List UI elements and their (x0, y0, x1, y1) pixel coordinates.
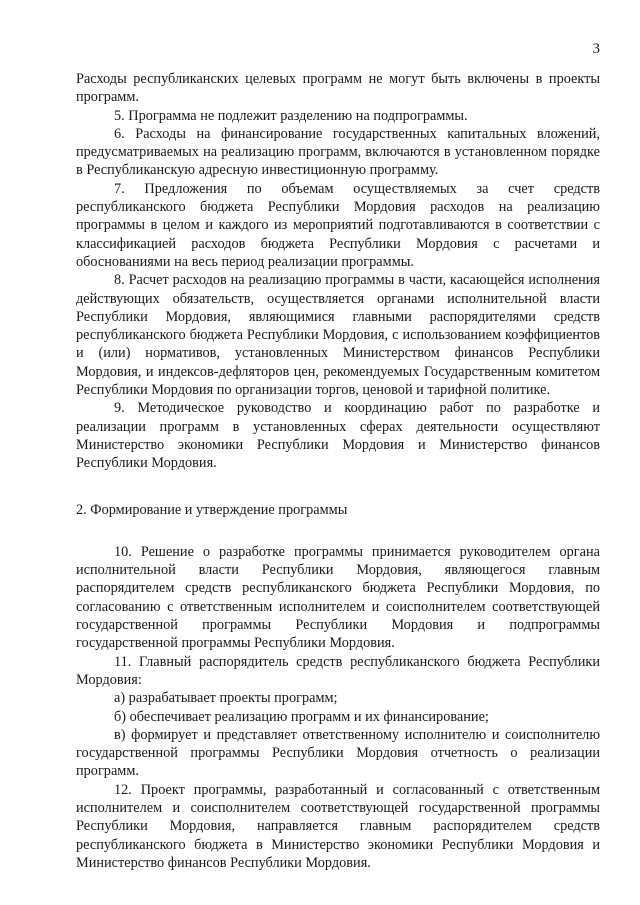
section-heading: 2. Формирование и утверждение программы (76, 501, 348, 518)
paragraph-9: 9. Методическое руководство и координацию работ по разработке и реализации программ в установленных сферах деятельности осуществляют Министерство экономики Республики Мордовия и Министерство финансов Республики Мордовия. (76, 400, 600, 472)
paragraph-6: 6. Расходы на финансирование государственных капитальных вложений, предусматриваемых на реализацию программ, включаются в установленном порядке в Республиканскую адресную инвестиционную программу. (76, 125, 600, 179)
paragraph-11-b: б) обеспечивает реализацию программ и их финансирование; (114, 708, 489, 725)
paragraph-11: 11. Главный распорядитель средств республиканского бюджета Республики Мордовия: (76, 653, 600, 688)
paragraph-10: 10. Решение о разработке программы принимается руководителем органа исполнительной власти Республики Мордовия, являющегося главным распорядителем средств республиканского бюджета Республики Мордовия, по согласованию с ответственным исполнителем и соисполнителем соответствующей государственной программы Республики Мордовия и подпрограммы государственной программы Республики Мордовия. (76, 543, 600, 652)
paragraph-5: 5. Программа не подлежит разделению на подпрограммы. (114, 107, 468, 124)
paragraph-11-a: а) разрабатывает проекты программ; (114, 690, 338, 707)
page-number: 3 (592, 41, 600, 57)
paragraph-programs-expenses: Расходы республиканских целевых программ не могут быть включены в проекты программ. (76, 71, 600, 106)
document-body (76, 70, 600, 872)
paragraph-7: 7. Предложения по объемам осуществляемых за счет средств республиканского бюджета Республики Мордовия расходов на реализацию программы в целом и каждого из мероприятий подготавливаются в соответствии с классификацией расходов бюджета Республики Мордовия с расчетами и обоснованиями на весь период реализации программы. (76, 180, 600, 270)
paragraph-12: 12. Проект программы, разработанный и согласованный с ответственным исполнителем и соисполнителем соответствующей государственной программы Республики Мордовия, направляется главным распорядителем средств республиканского бюджета в Министерство экономики Республики Мордовия и Министерство финансов Республики Мордовия. (76, 781, 600, 871)
paragraph-8: 8. Расчет расходов на реализацию программы в части, касающейся исполнения действующих обязательств, осуществляется органами исполнительной власти Республики Мордовия, являющимися главными распорядителями средств республиканского бюджета Республики Мордовия, с использованием коэффициентов и (или) нормативов, установленных Министерством финансов Республики Мордовия, и индексов-дефляторов цен, рекомендуемых Государственным комитетом Республики Мордовия по организации торгов, ценовой и тарифной политике. (76, 272, 600, 399)
paragraph-11-v: в) формирует и представляет ответственному исполнителю и соисполнителю государственной программы Республики Мордовия отчетность о реализации программ. (76, 726, 600, 780)
